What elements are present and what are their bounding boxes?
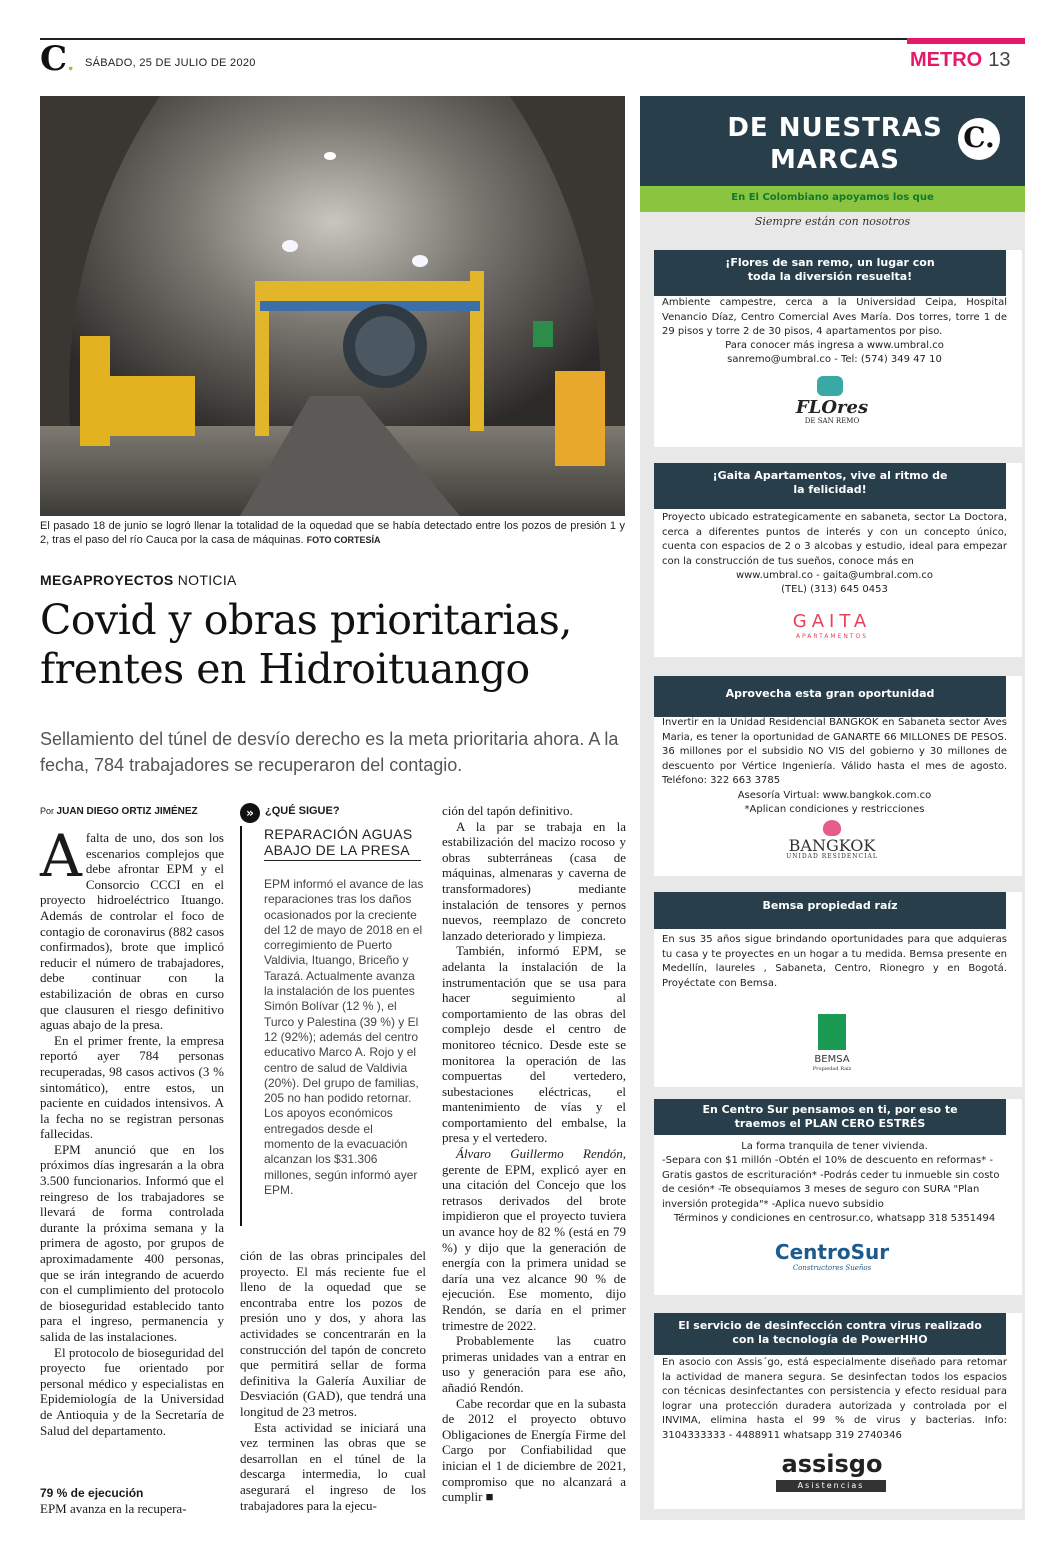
section-accent-bar	[907, 38, 1025, 44]
ad-text: En asocio con Assis´go, está especialmente diseñado para retomar la actividad de manera segura. Se desinfectan todos los espacios con técnicas desinfectantes con persistencia y efecto residual para lograr una protección duradera autorizada y controlada por el INVIMA, elimina hasta el 99 % de virus y bacterias. Info: 3104333333 - 4488911 whatsapp 319 2740346	[662, 1357, 1007, 1441]
ads-logo: C.	[958, 118, 1000, 160]
lotus-icon	[823, 820, 841, 836]
ad-text: Proyecto ubicado estrategicamente en sabaneta, sector La Doctora, cerca a diferentes puntos de interés y con un concepto único, cuenta con espacios de 2 o 3 alcobas y estudio, ideal para empezar con la construcción de tus sueños, conoce más en	[662, 512, 1007, 567]
ad-text: Invertir en la Unidad Residencial BANGKOK en Sabaneta sector Aves Maria, es tener la oportunidad de GANARTE 66 MILLONES DE PESOS. 36 millones por el subsidio NO VIS del gobierno y 30 millones de descuento por Vértice Ingeniería. Válido hasta el mes de agosto. Teléfono: 322 663 3785	[662, 717, 1007, 786]
article-paragraph: Esta actividad se iniciará una vez terminen las obras que se desarrollan en el túnel de la descarga intermedia, lo cual asegurará el ingreso de los trabajadores para la ejecu-	[240, 1419, 426, 1513]
ad-bar: ¡Gaita Apartamentos, vive al ritmo de la felicidad!	[654, 463, 1006, 509]
brand-bangkok: BANGKOK	[788, 836, 876, 855]
ad-bar: En Centro Sur pensamos en ti, por eso te traemos el PLAN CERO ESTRÉS	[654, 1099, 1006, 1135]
flores-mask-icon	[817, 376, 843, 396]
sidebar-rule	[240, 826, 242, 1226]
tunnel-photo	[40, 96, 625, 516]
article-paragraph: El protocolo de bioseguridad del proyecto fue orientado por personal médico y especialistas en Epidemiología de la Universidad de Antioquia y de la Secretaría de Salud del departamento.	[40, 1344, 224, 1438]
brand-flores: FLOres	[795, 397, 869, 418]
ad-link[interactable]: www.umbral.co - gaita@umbral.com.co	[735, 570, 934, 581]
ad-bar: El servicio de desinfección contra virus realizado con la tecnología de PowerHHO	[654, 1313, 1006, 1355]
article-column-1-end	[40, 1501, 224, 1517]
ad-link[interactable]: Para conocer más ingresa a www.umbral.co	[725, 340, 944, 351]
ad-text: -Separa con $1 millón -Obtén el 10% de descuento en reformas* -Gratis gastos de escrituración* -Podrás ceder tu inmueble sin costo de cesión* -Te obsequiamos 3 meses de seguro con SURA "Plan inversión protegida"* -Aplica nuevo subsidio	[662, 1155, 1000, 1210]
article-paragraph: Probablemente las cuatro primeras unidades van a entrar en uso y generación para ese año, añadió Rendón.	[442, 1333, 626, 1395]
byline: Por JUAN DIEGO ORTIZ JIMÉNEZ	[40, 806, 198, 817]
article-paragraph: Álvaro Guillermo Rendón, gerente de EPM, explicó ayer en una citación del Concejo que los retrasos derivados del brote impidieron que el proyecto tuviera un avance hoy de 82 % (está en 79 %) y dijo que la generación de energía con la primera unidad se daría una vez alcance 90 % de ejecución. Ese momento, dijo Rendón, se daría en el primer trimestre de 2022.	[442, 1146, 626, 1333]
brand-bemsa: BEMSA	[814, 1054, 850, 1065]
brand-bemsa-sub: Propiedad Raíz	[812, 1066, 852, 1072]
ad-contact: sanremo@umbral.co - Tel: (574) 349 47 10	[727, 354, 942, 365]
brand-gaita: GAITA	[792, 611, 872, 632]
article-subtitle: 79 % de ejecución	[40, 1486, 144, 1500]
brand-assisgo-sub: Asistencias	[776, 1480, 886, 1492]
ad-note: *Aplican condiciones y restricciones	[744, 804, 925, 815]
ads-title: DE NUESTRAS MARCAS	[727, 113, 943, 175]
article-paragraph: EPM avanza en la recupera-	[40, 1501, 187, 1516]
article-paragraph: Cabe recordar que en la subasta de 2012 el proyecto obtuvo Obligaciones de Energía Firme del Cargo por Confiabilidad que inician el 1 de diciembre de 2021, compromiso que no alcanzará a cumplir ■	[442, 1395, 626, 1505]
article-headline: Covid y obras prioritarias, frentes en Hidroituango	[40, 596, 572, 693]
brand-centrosur-sub: Constructores Sueños	[792, 1264, 872, 1272]
article-column-2	[240, 1248, 426, 1513]
bemsa-logo-icon	[818, 1014, 846, 1050]
photo-credit: FOTO CORTESÍA	[306, 535, 381, 545]
drop-cap: A	[40, 822, 82, 890]
ad-link[interactable]: Asesoría Virtual: www.bangkok.com.co	[737, 790, 932, 801]
ad-bar: Aprovecha esta gran oportunidad	[654, 676, 1006, 717]
sidebar-title: ¿QUÉ SIGUE?	[265, 805, 340, 817]
article-paragraph: ción de las obras principales del proyecto. El más reciente fue el lleno de la oquedad que se encontraba entre los pozos de presión uno y dos, y ahora las actividades se concentrarán en la construcción del tapón de concreto que permitirá sellar de forma definitiva la Galería Auxiliar de Desviación (GAD), que tendrá una longitud de 23 metros.	[240, 1248, 426, 1419]
ads-tagline: Siempre están con nosotros	[754, 215, 911, 228]
double-chevron-icon: »	[240, 803, 260, 823]
ad-text: Ambiente campestre, cerca a la Universidad Ceipa, Hospital Venancio Díaz, Centro Comercial Aves María. Dos torres, torre 1 de 29 pisos y torre 2 de 30 pisos, 4 apartamentos por piso.	[662, 297, 1007, 337]
article-paragraph: EPM anunció que en los próximos días ingresarán a la obra 3.500 funcionarios. Informó que el reingreso de los trabajadores se llevará de forma controlada durante la próxima semana y la primera de agosto, por grupos de aproximadamente 400 personas, que se irán integrando de acuerdo con el cumplimiento del protocolo de bioseguridad establecido tanto para el ingreso, permanencia y salida de las instalaciones.	[40, 1141, 224, 1344]
brand-centrosur: CentroSur	[774, 1240, 890, 1264]
brand-gaita-sub: APARTAMENTOS	[795, 633, 869, 640]
page-number: 13	[988, 49, 1011, 71]
ad-lead: La forma tranquila de tener vivienda.	[741, 1141, 928, 1152]
ad-link[interactable]: Términos y condiciones en centrosur.co, whatsapp 318 5351494	[673, 1213, 996, 1224]
article-paragraph: En el primer frente, la empresa reportó ayer 784 personas recuperadas, 98 casos activos (3 % sintomático), entre estos, un paciente en cuidados intensivos. A la fecha no se registran personas fallecidas.	[40, 1032, 224, 1142]
ad-bar: Bemsa propiedad raíz	[654, 892, 1006, 929]
article-kicker: MEGAPROYECTOS NOTICIA	[40, 572, 237, 588]
brand-flores-sub: DE SAN REMO	[804, 417, 860, 425]
brand-assisgo: assisgo	[781, 1450, 883, 1478]
ad-contact: (TEL) (313) 645 0453	[781, 584, 888, 595]
newspaper-logo[interactable]: C.	[40, 39, 75, 79]
brand-bangkok-sub: UNIDAD RESIDENCIAL	[786, 853, 878, 860]
article-column-1	[40, 822, 224, 1438]
header-rule	[40, 38, 1025, 40]
sidebar-heading: REPARACIÓN AGUAS ABAJO DE LA PRESA	[264, 826, 421, 861]
ads-green-text: En El Colombiano apoyamos los que	[731, 192, 934, 203]
sidebar-body: EPM informó el avance de las reparaciones tras los daños ocasionados por la creciente del 12 de mayo de 2018 en el corregimiento de Puerto Valdivia, Ituango, Briceño y Tarazá. Actualmente avanza la instalación de los puentes Simón Bolívar (12 % ), el Turco y Palestina (39 %) y El 12 (92%); además del centro educativo Marco A. Rojo y el centro de salud de Valdivia (20%). Del grupo de familias, 205 no han podido retornar. Los apoyos económicos entregados desde el momento de la evacuación alcanzan los $31.306 millones, según informó ayer EPM.	[264, 877, 424, 1197]
ad-bar: ¡Flores de san remo, un lugar con toda la diversión resuelta!	[654, 250, 1006, 296]
article-paragraph: A la par se trabaja en la estabilización del macizo rocoso y obras subterráneas (casa de máquinas, almenaras y caverna de transformadores) mediante instalación de tensores y pernos nuevos, reemplazo de concreto lanzado deteriorado y limpieza.	[442, 818, 626, 943]
article-paragraph: Afalta de uno, dos son los escenarios complejos que debe afrontar EPM y el Consorcio CCCI en el proyecto hidroeléctrico Ituango. Además de controlar el foco de contagio de coronavirus (882 casos confirmados), brote que implicó reducir el número de trabajadores, debe continuar con la estabilización de obras en curso que clausuren el riesgo definitivo aguas abajo de la presa.	[40, 822, 224, 1033]
issue-date: SÁBADO, 25 DE JULIO DE 2020	[85, 57, 256, 69]
ad-text: En sus 35 años sigue brindando oportunidades para que adquieras tu casa y te proyectes en un hogar a tu medida. Bemsa presente en Medellín, laureles , Sabaneta, Centro, Rionegro y en Bogotá. Proyéctate con Bemsa.	[662, 934, 1007, 989]
article-paragraph: También, informó EPM, se adelanta la instalación de la instrumentación que se usa para hacer seguimiento al comportamiento de las obras del complejo desde el centro de monitoreo técnico. Desde este se monitorea la operación de las compuertas del vertedero, subestaciones eléctricas, el mantenimiento de vías y el comportamiento del embalse, la presa y el vertedero.	[442, 943, 626, 1146]
article-subhead: Sellamiento del túnel de desvío derecho es la meta prioritaria ahora. A la fecha, 784 trabajadores se recuperaron del contagio.	[40, 729, 619, 775]
article-paragraph: ción del tapón definitivo.	[442, 803, 573, 818]
photo-caption: El pasado 18 de junio se logró llenar la totalidad de la oquedad que se había detectado entre los pozos de presión 1 y 2, tras el paso del río Cauca por la casa de máquinas. FOTO CORTESÍA	[40, 520, 625, 546]
section-label: METRO 13	[910, 49, 1011, 71]
article-column-3	[442, 803, 626, 1505]
